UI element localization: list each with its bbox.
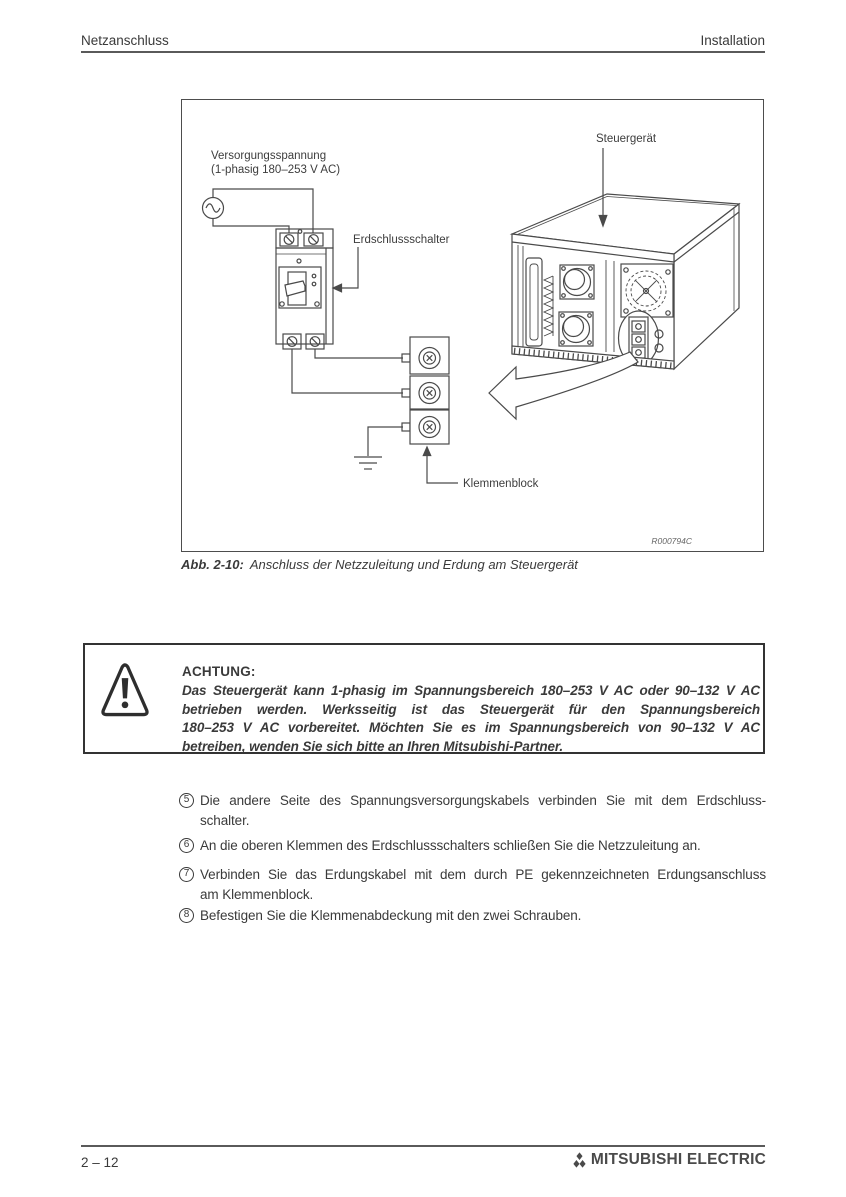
step-line: Die andere Seite des Spannungsversorgungskabels verbinden Sie mit dem Erdschluss- xyxy=(200,793,766,808)
terminal-block xyxy=(402,337,449,444)
wire-breaker-to-block-top xyxy=(315,349,403,358)
step-item-5 xyxy=(179,791,766,831)
step-text xyxy=(200,865,766,905)
wiring-diagram-svg xyxy=(182,100,763,551)
figure-caption-text: Anschluss der Netzzuleitung und Erdung am Steuergerät xyxy=(249,557,578,572)
brand-name: MITSUBISHI ELECTRIC xyxy=(590,1151,766,1168)
step-line: am Klemmenblock. xyxy=(200,887,314,902)
wire-supply-l2 xyxy=(213,219,289,234)
step-line: Verbinden Sie das Erdungskabel mit dem durch PE gekennzeichneten Erdungsanschluss xyxy=(200,867,766,882)
header-chapter-title: Installation xyxy=(700,33,765,48)
step-number-badge: 7 xyxy=(179,867,194,882)
label-terminal-block: Klemmenblock xyxy=(463,478,539,490)
step-number-badge: 6 xyxy=(179,838,194,853)
mitsubishi-diamonds-icon xyxy=(571,1152,588,1168)
step-line: schalter. xyxy=(200,813,250,828)
figure-caption xyxy=(181,557,578,572)
page-number: 2 – 12 xyxy=(81,1155,119,1170)
wiring-figure xyxy=(181,99,764,552)
pointer-block-arrow xyxy=(489,352,638,419)
header-rule xyxy=(81,51,765,53)
label-controller: Steuergerät xyxy=(596,133,657,145)
warning-line: 180–253 V AC vorbereitet. Möchten Sie es im Spannungsbereich von 90–132 V AC xyxy=(182,720,760,735)
step-item-6 xyxy=(179,836,766,856)
warning-title: ACHTUNG: xyxy=(182,664,256,679)
step-item-8 xyxy=(179,906,766,926)
step-line: An die oberen Klemmen des Erdschlussschalters schließen Sie die Netzzuleitung an. xyxy=(200,838,701,853)
instruction-steps xyxy=(179,791,766,926)
label-supply-voltage-2: (1-phasig 180–253 V AC) xyxy=(211,164,341,176)
header-section-title: Netzanschluss xyxy=(81,33,169,48)
figure-ref-code: R000794C xyxy=(651,536,692,546)
step-item-7 xyxy=(179,865,766,905)
step-number-badge: 8 xyxy=(179,908,194,923)
step-text xyxy=(200,791,766,831)
warning-line: betreiben, wenden Sie sich bitte an Ihren Mitsubishi-Partner. xyxy=(182,738,563,754)
circuit-breaker xyxy=(276,229,333,349)
step-text xyxy=(200,906,766,926)
figure-caption-label: Abb. 2-10: xyxy=(181,557,244,572)
step-number-badge: 5 xyxy=(179,793,194,808)
warning-box xyxy=(83,643,765,754)
warning-line: Das Steuergerät kann 1-phasig im Spannungsbereich 180–253 V AC oder 90–132 V AC xyxy=(182,683,760,698)
label-supply-voltage-1: Versorgungsspannung xyxy=(211,150,327,162)
ground-symbol xyxy=(354,427,403,469)
warning-text xyxy=(182,664,760,756)
terminal-block-pointer xyxy=(423,447,458,483)
ac-source-symbol xyxy=(203,189,314,233)
step-text xyxy=(200,836,766,856)
wire-breaker-to-block-mid xyxy=(292,349,403,393)
label-breaker: Erdschlussschalter xyxy=(353,234,450,246)
brand-mark xyxy=(571,1151,766,1169)
controller-box xyxy=(512,194,739,369)
footer-rule xyxy=(81,1145,765,1147)
warning-line: betrieben werden. Werksseitig ist das Steuergerät für den Spannungsbereich xyxy=(182,701,760,717)
warning-triangle-icon xyxy=(101,662,149,720)
step-line: Befestigen Sie die Klemmenabdeckung mit den zwei Schrauben. xyxy=(200,908,582,923)
breaker-pointer xyxy=(333,247,358,292)
